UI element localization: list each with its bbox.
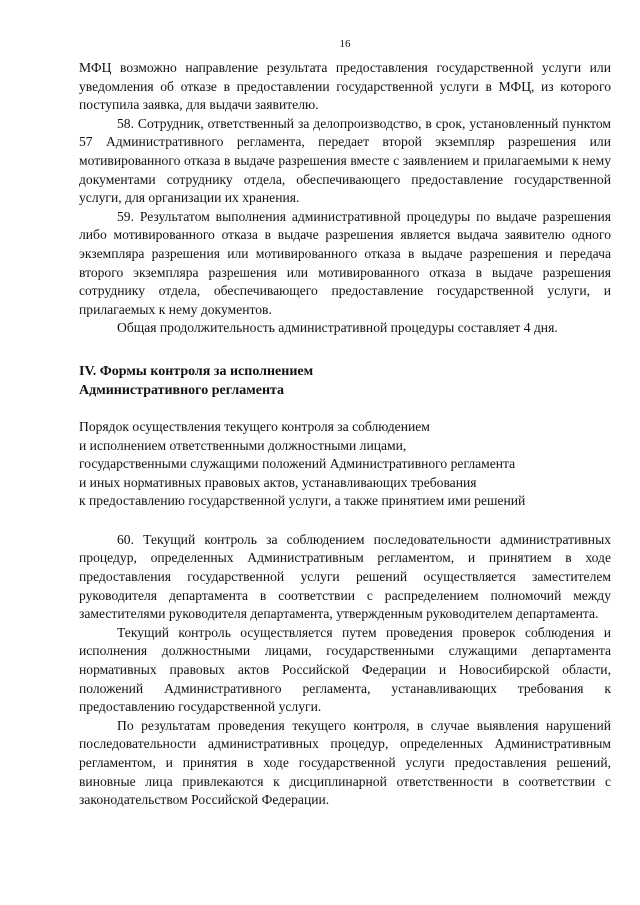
paragraph-mfc-continuation: МФЦ возможно направление результата предоставления государственной услуги или уведомления об отказе в предоставлении государственной услуги в МФЦ, из которого поступила заявка, для выдачи заявителю. (79, 60, 611, 113)
spacer (79, 400, 611, 418)
paragraph-control-results: По результатам проведения текущего контроля, в случае выявления нарушений последовательности административных процедур, определенных Административным регламентом, и принятия в ходе государственной услуги предоставления решений, виновные лица привлекаются к дисциплинарной ответственности в соответствии с законодательством Российской Федерации. (79, 717, 611, 808)
subsection-title-line2: и исполнением ответственными должностными лицами, (79, 437, 407, 453)
document-body (79, 59, 611, 810)
paragraph-duration: Общая продолжительность административной процедуры составляет 4 дня. (117, 320, 558, 336)
paragraph-60: 60. Текущий контроль за соблюдением последовательности административных процедур, определенных Административным регламентом, и принятием в ходе предоставления государственной услуги решений осуществляется заместителем руководителя департамента в соответствии с распределением полномочий между заместителями руководителя департамента, утвержденным руководителем департамента. (79, 531, 611, 622)
subsection-title-line3: государственными служащими положений Административного регламента (79, 456, 516, 472)
subsection-title-line1: Порядок осуществления текущего контроля за соблюдением (79, 418, 430, 434)
page-number: 16 (339, 38, 351, 50)
spacer (79, 511, 611, 531)
spacer (79, 338, 611, 362)
subsection-title-line5: к предоставлению государственной услуги, а также принятием ими решений (79, 493, 526, 509)
subsection-title-line4: и иных нормативных правовых актов, устанавливающих требования (79, 474, 477, 490)
paragraph-58: 58. Сотрудник, ответственный за делопроизводство, в срок, установленный пунктом 57 Административного регламента, передает второй экземпляр разрешения или мотивированного отказа в выдаче разрешения вместе с заявлением и прилагаемыми к нему документами сотруднику отдела, обеспечивающего предоставление государственной услуги, для организации их хранения. (79, 115, 611, 206)
paragraph-current-control: Текущий контроль осуществляется путем проведения проверок соблюдения и исполнения должностными лицами, государственными служащими департамента нормативных правовых актов Российской Федерации и Новосибирской области, положений Административного регламента, устанавливающих требования к предоставлению государственной услуги. (79, 624, 611, 715)
section-title-line2: Административного регламента (79, 382, 285, 398)
paragraph-59: 59. Результатом выполнения административной процедуры по выдаче разрешения либо мотивированного отказа в выдаче разрешения является выдача заявителю одного экземпляра разрешения или мотивированного отказа в выдаче разрешения и передача второго экземпляра разрешения или мотивированного отказа в выдаче разрешения сотруднику отдела, обеспечивающего предоставление государственной услуги, и прилагаемых к нему документов. (79, 208, 611, 317)
section-title-line1: IV. Формы контроля за исполнением (79, 363, 314, 379)
